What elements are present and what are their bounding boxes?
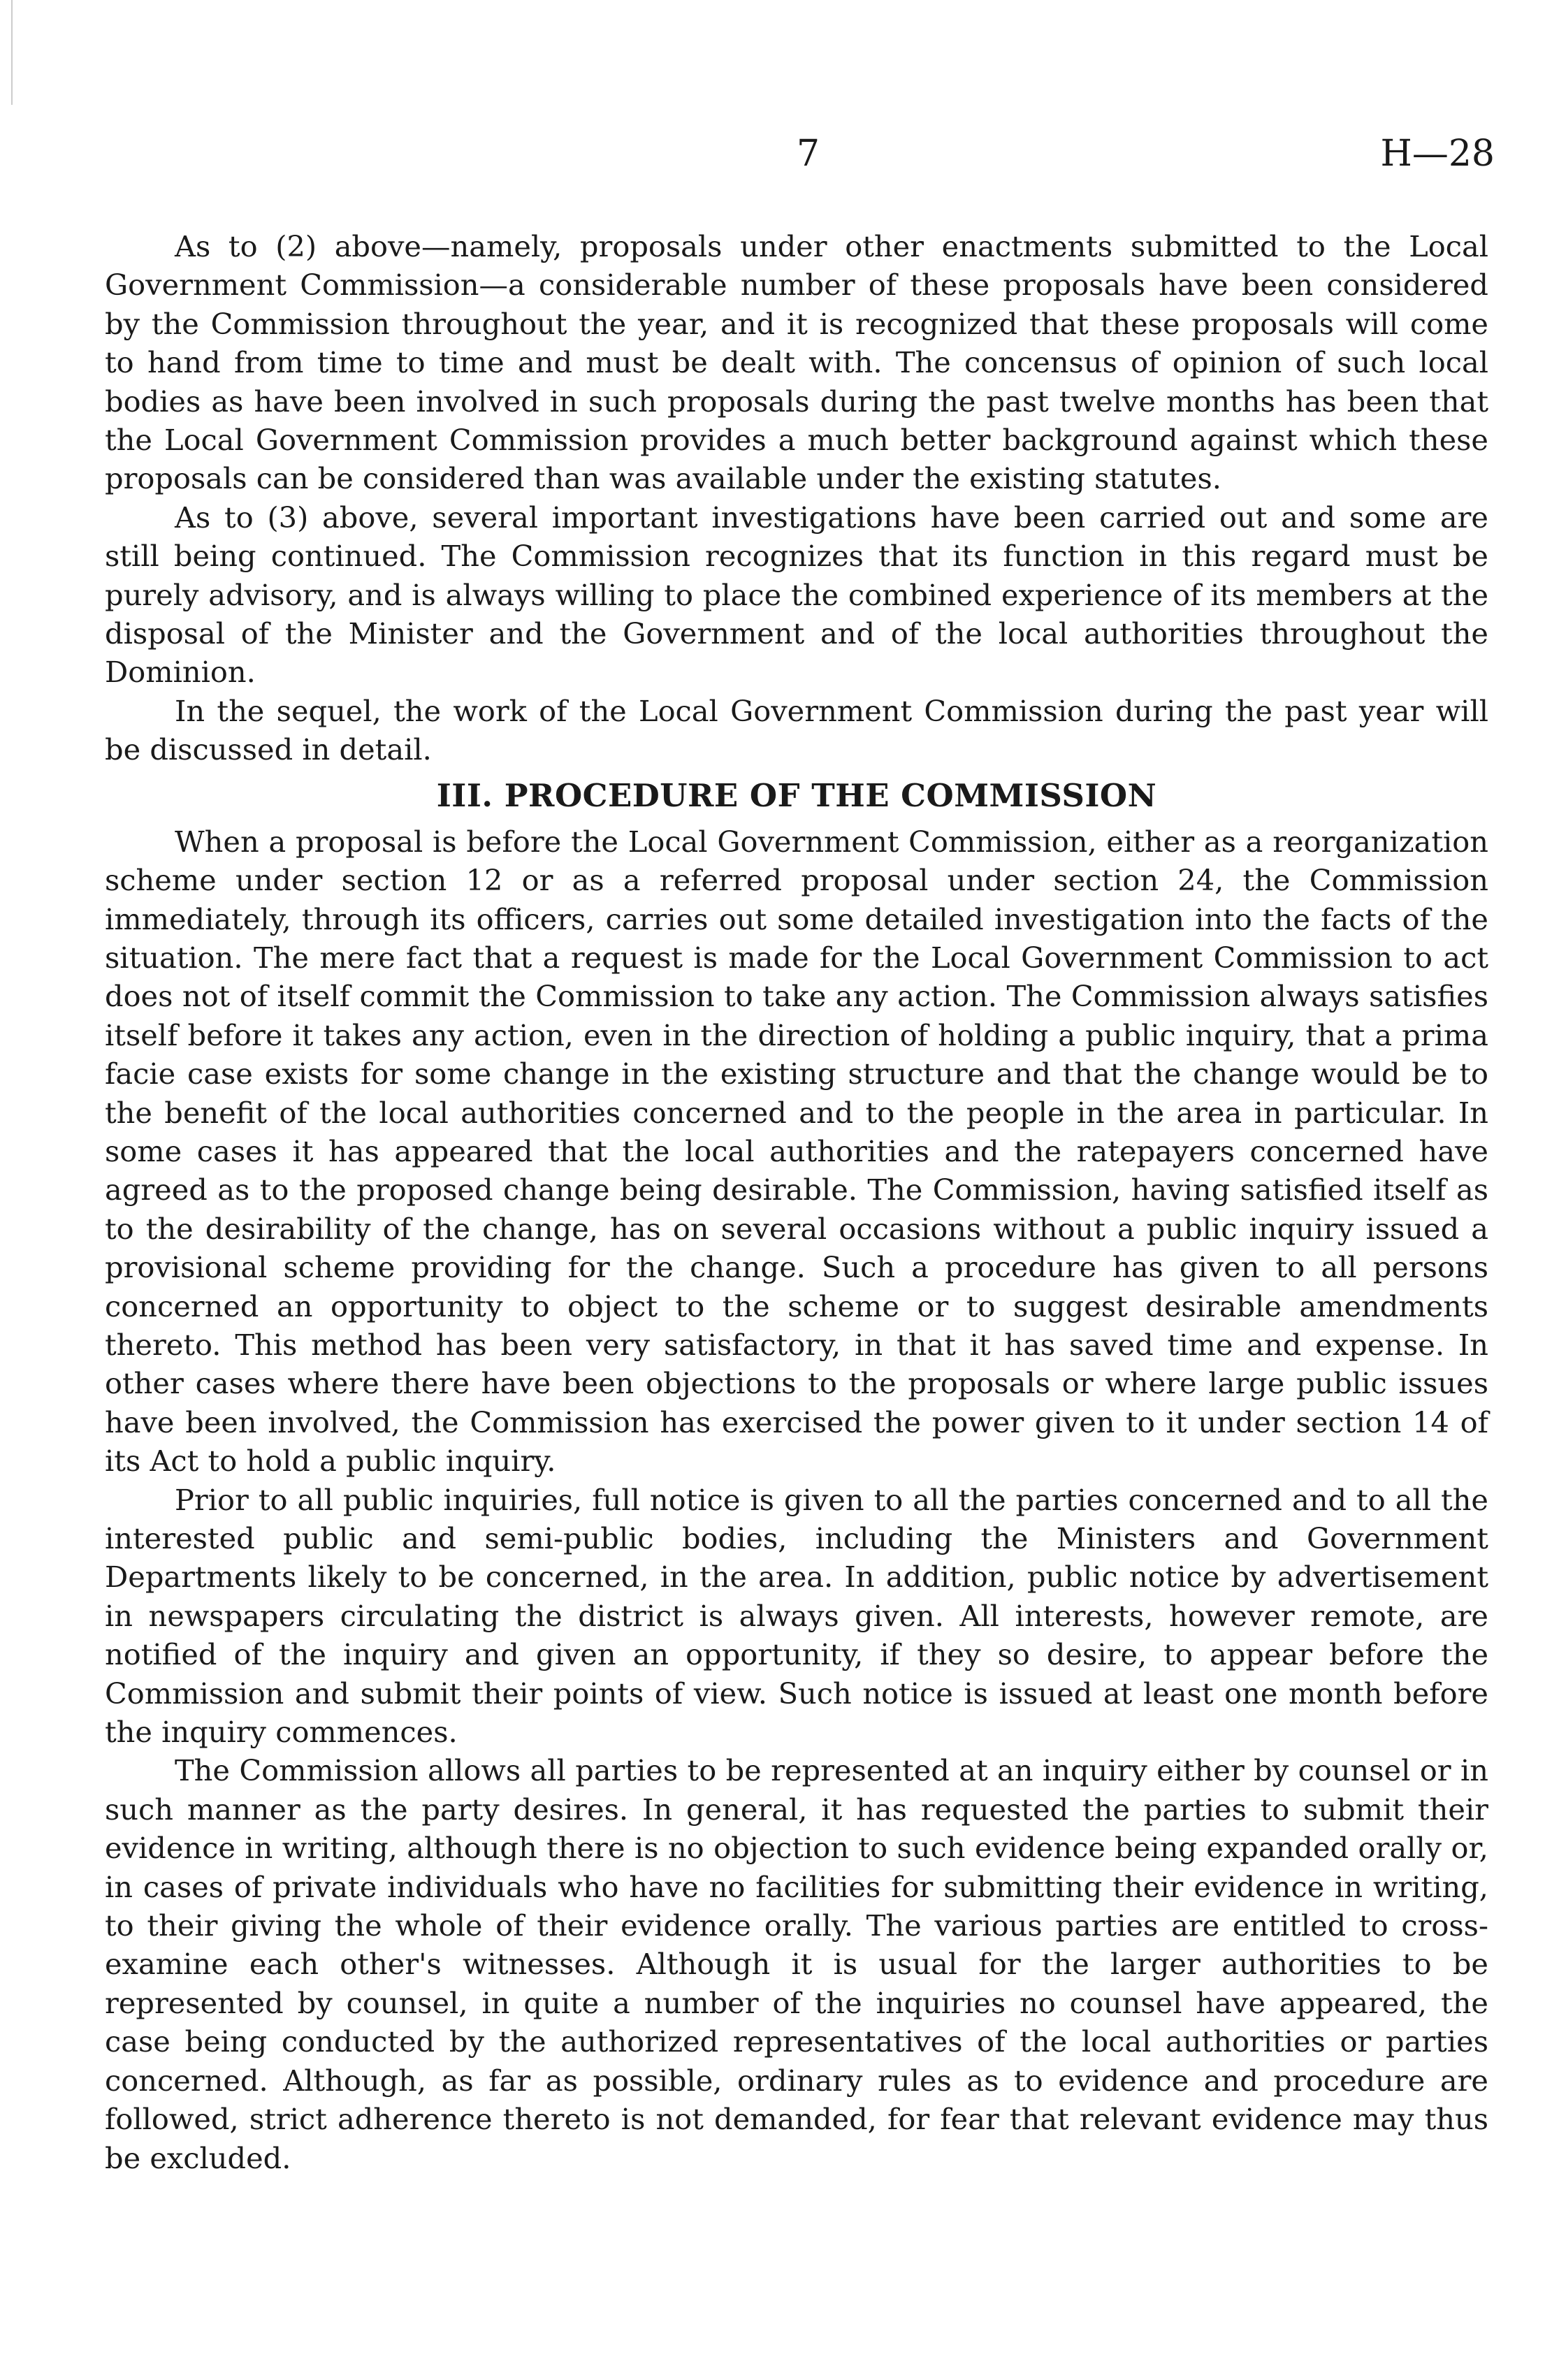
page-number: 7 [797, 133, 820, 175]
paragraph-proposals-other-enactments: As to (2) above—namely, proposals under other enactments submitted to the Local Government Commission—a considerable number of these proposals have been considered by the Commission throughout the year, and it is recognized that these proposals will come to hand from time to time and must be dealt with. The concensus of opinion of such local bodies as have been involved in such proposals during the past twelve months has been that the Local Government Commission provides a much better background against which these proposals can be considered than was available under the existing statutes. [105, 229, 1488, 496]
section-heading-procedure: III. PROCEDURE OF THE COMMISSION [436, 776, 1157, 814]
paragraph-public-notice: Prior to all public inquiries, full notice is given to all the parties concerned and to all the interested public and semi-public bodies, including the Ministers and Government Departments likely to be concerned, in the area. In addition, public notice by advertisement in newspapers circulating the district is always given. All interests, however remote, are notified of the inquiry and given an opportunity, if they so desire, to appear before the Commission and submit their points of view. Such notice is issued at least one month before the inquiry commences. [105, 1482, 1488, 1750]
page-header [0, 133, 1545, 189]
document-reference: H—28 [1380, 133, 1495, 175]
body-text [105, 227, 1488, 2177]
paragraph-procedure-overview: When a proposal is before the Local Government Commission, either as a reorganization scheme under section 12 or as a referred proposal under section 24, the Commission immediately, through its officers, carries out some detailed investigation into the facts of the situation. The mere fact that a request is made for the Local Government Commission to act does not of itself commit the Commission to take any action. The Commission always satisfies itself before it takes any action, even in the direction of holding a public inquiry, that a prima facie case exists for some change in the existing structure and that the change would be to the benefit of the local authorities concerned and to the people in the area in particular. In some cases it has appeared that the local authorities and the ratepayers concerned have agreed as to the proposed change being desirable. The Commission, having satisfied itself as to the desirability of the change, has on several occasions without a public inquiry issued a provisional scheme providing for the change. Such a procedure has given to all persons concerned an opportunity to object to the scheme or to suggest desirable amendments thereto. This method has been very satisfactory, in that it has saved time and expense. In other cases where there have been objections to the proposals or where large public issues have been involved, the Commission has exercised the power given to it under section 14 of its Act to hold a public inquiry. [105, 824, 1488, 1479]
scan-edge-mark [11, 0, 13, 105]
paragraph-sequel: In the sequel, the work of the Local Government Commission during the past year will be discussed in detail. [105, 693, 1488, 767]
paragraph-investigations: As to (3) above, several important investigations have been carried out and some are still being continued. The Commission recognizes that its function in this regard must be purely advisory, and is always willing to place the combined experience of its members at the disposal of the Minister and the Government and of the local authorities throughout the Dominion. [105, 500, 1488, 690]
paragraph-representation: The Commission allows all parties to be represented at an inquiry either by counsel or in such manner as the party desires. In general, it has requested the parties to submit their evidence in writing, although there is no objection to such evidence being expanded orally or, in cases of private individuals who have no facilities for submitting their evidence in writing, to their giving the whole of their evidence orally. The various parties are entitled to cross-examine each other's witnesses. Although it is usual for the larger authorities to be represented by counsel, in quite a number of the inquiries no counsel have appeared, the case being conducted by the authorized representatives of the local authorities or parties concerned. Although, as far as possible, ordinary rules as to evidence and procedure are followed, strict adherence thereto is not demanded, for fear that relevant evidence may thus be excluded. [105, 1753, 1488, 2175]
